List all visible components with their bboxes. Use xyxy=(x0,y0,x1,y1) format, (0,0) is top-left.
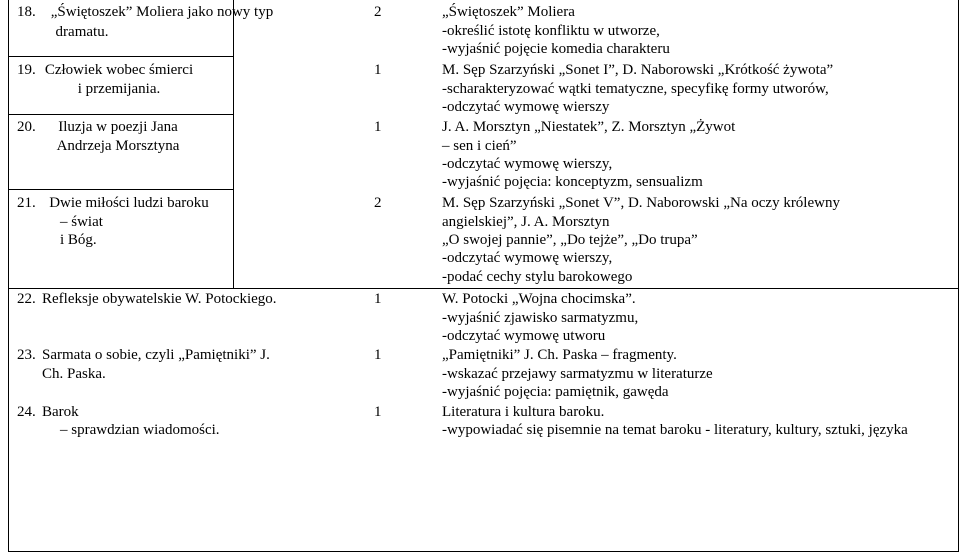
lesson-topic-line: Człowiek wobec śmierci xyxy=(44,62,194,78)
lesson-content-line: M. Sęp Szarzyński „Sonet I”, D. Naborowski „Krótkość żywota” xyxy=(442,62,834,78)
table-border-left xyxy=(8,0,9,552)
lesson-content-line: „Pamiętniki” J. Ch. Paska – fragmenty. xyxy=(442,347,677,363)
lesson-topic-line: Dwie miłości ludzi baroku xyxy=(49,195,209,211)
lesson-content-line: J. A. Morsztyn „Niestatek”, Z. Morsztyn „Żywot xyxy=(442,119,736,135)
lesson-content-line: -odczytać wymowę wierszy, xyxy=(442,156,613,172)
lesson-content-line: -wyjaśnić pojęcia: konceptyzm, sensualizm xyxy=(442,174,703,190)
row-divider xyxy=(8,56,234,57)
lesson-topic-line: i przemijania. xyxy=(77,81,161,97)
lesson-hours: 1 xyxy=(374,119,382,135)
table-border-bottom xyxy=(8,551,959,552)
lesson-content-line: W. Potocki „Wojna chocimska”. xyxy=(442,291,636,307)
row-number: 20. xyxy=(17,119,36,135)
lesson-content-line: -scharakteryzować wątki tematyczne, specyfikę formy utworów, xyxy=(442,81,829,97)
lesson-topic-line: Ch. Paska. xyxy=(42,366,106,382)
lesson-content-line: M. Sęp Szarzyński „Sonet V”, D. Naborowski „Na oczy królewny xyxy=(442,195,840,211)
lesson-content-line: -wyjaśnić pojęcie komedia charakteru xyxy=(442,41,670,57)
lesson-hours: 2 xyxy=(374,4,382,20)
lesson-content-line: -wyjaśnić zjawisko sarmatyzmu, xyxy=(442,310,639,326)
row-number: 22. xyxy=(17,291,36,307)
column-divider xyxy=(233,0,234,289)
row-number: 23. xyxy=(17,347,36,363)
row-number: 21. xyxy=(17,195,36,211)
lesson-content-line: – sen i cień” xyxy=(442,138,517,154)
lesson-topic-line: Andrzeja Morsztyna xyxy=(56,138,180,154)
lesson-content-line: -odczytać wymowę wierszy, xyxy=(442,250,613,266)
lesson-content-line: -odczytać wymowę wierszy xyxy=(442,99,610,115)
lesson-topic-line: – świat xyxy=(60,214,103,230)
lesson-hours: 1 xyxy=(374,404,382,420)
lesson-content-line: „O swojej pannie”, „Do tejże”, „Do trupa” xyxy=(442,232,698,248)
row-number: 19. xyxy=(17,62,36,78)
lesson-topic-line: i Bóg. xyxy=(60,232,97,248)
lesson-content-line: -określić istotę konfliktu w utworze, xyxy=(442,23,660,39)
lesson-hours: 1 xyxy=(374,291,382,307)
lesson-content-line: -podać cechy stylu barokowego xyxy=(442,269,633,285)
row-divider xyxy=(8,189,234,190)
lesson-topic-line: dramatu. xyxy=(55,24,109,40)
lesson-content-line: -wskazać przejawy sarmatyzmu w literaturze xyxy=(442,366,713,382)
lesson-content-line: angielskiej”, J. A. Morsztyn xyxy=(442,214,610,230)
row-number: 18. xyxy=(17,4,36,20)
lesson-hours: 1 xyxy=(374,62,382,78)
lesson-hours: 2 xyxy=(374,195,382,211)
lesson-topic-line: – sprawdzian wiadomości. xyxy=(60,422,220,438)
lesson-hours: 1 xyxy=(374,347,382,363)
lesson-topic-line: Iluzja w poezji Jana xyxy=(58,119,178,135)
lesson-topic-line: „Świętoszek” Moliera jako nowy typ xyxy=(50,4,274,20)
lesson-topic-line: Refleksje obywatelskie W. Potockiego. xyxy=(42,291,277,307)
lesson-content-line: -odczytać wymowę utworu xyxy=(442,328,606,344)
row-divider xyxy=(8,114,234,115)
row-number: 24. xyxy=(17,404,36,420)
lesson-topic-line: Barok xyxy=(42,404,79,420)
lesson-content-line: „Świętoszek” Moliera xyxy=(442,4,575,20)
lesson-content-line: -wyjaśnić pojęcia: pamiętnik, gawęda xyxy=(442,384,669,400)
lesson-topic-line: Sarmata o sobie, czyli „Pamiętniki” J. xyxy=(42,347,270,363)
lesson-content-line: -wypowiadać się pisemnie na temat baroku - literatury, kultury, sztuki, języka xyxy=(442,422,908,438)
table-border-right xyxy=(958,0,959,552)
row-divider xyxy=(8,288,959,289)
lesson-content-line: Literatura i kultura baroku. xyxy=(442,404,605,420)
